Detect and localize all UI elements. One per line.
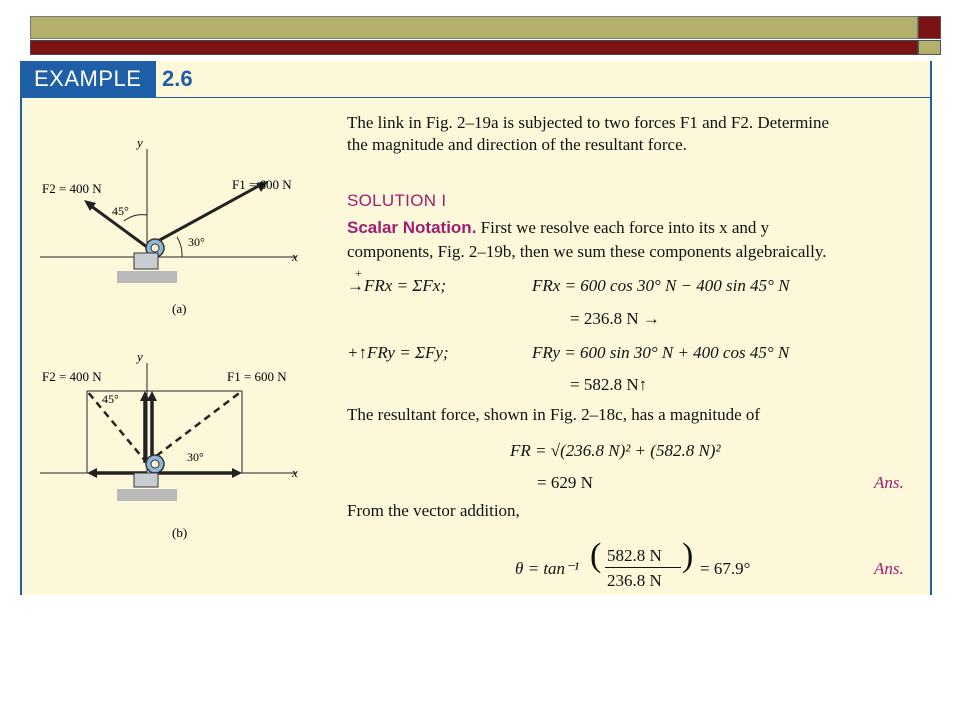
eq-theta-lhs: θ = tan⁻¹: [515, 559, 580, 578]
fig-b-f1-label: F1 = 600 N: [227, 369, 287, 384]
from-vector-text: From the vector addition,: [347, 501, 520, 520]
figure-b: [32, 349, 332, 549]
fig-a-angle30-arc: [177, 237, 182, 257]
example-number-box: [156, 61, 930, 97]
olive-square: [918, 40, 941, 55]
fig-a-angle30: 30°: [188, 235, 205, 249]
fig-a-f1-arrow: [147, 183, 264, 247]
ans-1: Ans.: [874, 473, 904, 492]
eq-frx-lhs: →FRx = ΣFx;: [347, 276, 446, 295]
eq-theta-value: = 67.9°: [700, 559, 751, 578]
eq-fry-rhs: FRy = 600 sin 30° N + 400 cos 45° N: [532, 343, 790, 362]
fig-b-f1x-head: [232, 468, 242, 478]
fraction-bar: [605, 567, 681, 568]
eq-fry-lhs: +↑FRy = ΣFy;: [347, 343, 449, 362]
fig-b-f2-label: F2 = 400 N: [42, 369, 102, 384]
fig-b-f1y-head: [147, 391, 157, 401]
eq-theta-denominator: 236.8 N: [607, 571, 662, 590]
fig-a-caption: (a): [172, 301, 187, 316]
example-slide: [20, 61, 932, 595]
problem-line-2: the magnitude and direction of the resultant force.: [347, 135, 687, 154]
eq-fr-value: = 629 N: [537, 473, 593, 492]
figure-a: [32, 133, 332, 333]
fig-b-angle30: 30°: [187, 450, 204, 464]
top-maroon-square: [918, 16, 941, 39]
ans-2: Ans.: [874, 559, 904, 578]
fig-a-f1-label: F1 = 600 N: [232, 177, 292, 192]
scalar-line-1: [347, 218, 769, 238]
problem-line-1: The link in Fig. 2–19a is subjected to two forces F1 and F2. Determine: [347, 113, 830, 132]
paren-right: ): [682, 537, 694, 574]
paren-left: (: [590, 537, 602, 574]
fig-b-angle45: 45°: [102, 392, 119, 406]
fig-a-support: [134, 253, 158, 269]
fig-b-caption: (b): [172, 525, 188, 540]
resultant-text: The resultant force, shown in Fig. 2–18c, has a magnitude of: [347, 405, 761, 424]
eq-theta-numerator: 582.8 N: [607, 546, 662, 565]
scalar-text-1: First we resolve each force into its x and y: [480, 218, 770, 237]
fig-a-f2-label: F2 = 400 N: [42, 181, 102, 196]
solution-title: SOLUTION I: [347, 191, 447, 210]
fig-a-ground: [117, 271, 177, 283]
example-number: 2.6: [162, 66, 193, 91]
fig-b-f2x-head: [87, 468, 97, 478]
fig-b-ring-hole: [151, 460, 159, 468]
top-olive-bar: [30, 16, 918, 39]
example-label: EXAMPLE: [34, 66, 142, 91]
eq-frx-plus: +: [355, 266, 362, 280]
fig-a-angle45: 45°: [112, 204, 129, 218]
eq-frx-value: = 236.8 N →: [570, 309, 660, 328]
fig-a-ring-hole: [151, 244, 159, 252]
eq-frx-rhs: FRx = 600 cos 30° N − 400 sin 45° N: [532, 276, 790, 295]
fig-b-x-label: x: [292, 465, 298, 480]
fig-b-y-label: y: [137, 349, 143, 364]
example-header: [22, 61, 930, 98]
fig-a-y-label: y: [137, 135, 143, 150]
eq-fr-expression: FR = √(236.8 N)² + (582.8 N)²: [510, 441, 721, 460]
fig-b-ground: [117, 489, 177, 501]
fig-b-support: [134, 473, 158, 487]
maroon-bar: [30, 40, 918, 55]
fig-a-x-label: x: [292, 249, 298, 264]
scalar-title: Scalar Notation.: [347, 218, 477, 237]
scalar-line-2: components, Fig. 2–19b, then we sum these components algebraically.: [347, 242, 827, 261]
eq-fry-value: = 582.8 N↑: [570, 375, 648, 394]
